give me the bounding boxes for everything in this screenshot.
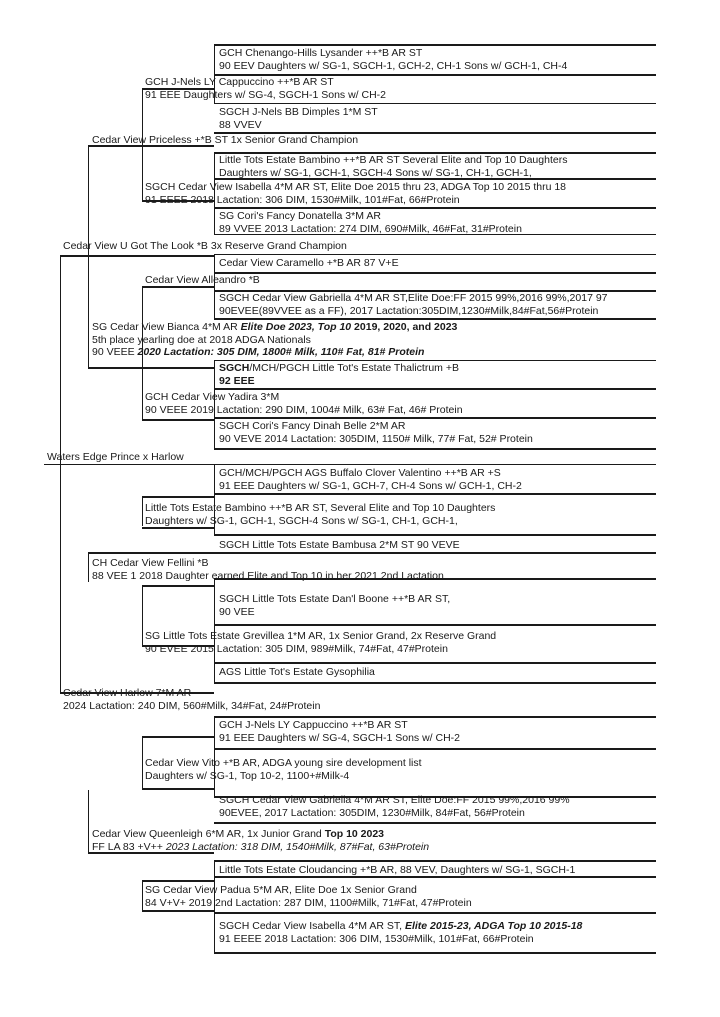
- connector-line: [88, 145, 89, 367]
- connector-line: [214, 952, 656, 954]
- connector-line: [44, 464, 214, 465]
- connector-line: [142, 736, 143, 788]
- ancestor-entry: GCH J-Nels LY Cappuccino ++*B AR ST 91 EEE Daughters w/ SG-4, SGCH-1 Sons w/ CH-2: [219, 719, 461, 744]
- ancestor-entry: Cedar View Priceless +*B ST 1x Senior Grand Champion: [92, 134, 359, 146]
- connector-line: [214, 448, 656, 450]
- connector-line: [60, 256, 61, 692]
- ancestor-entry: GCH Cedar View Yadira 3*M 90 VEEE 2019 Lactation: 290 DIM, 1004# Milk, 63# Fat, 46# Protein: [145, 391, 463, 416]
- connector-line: [214, 388, 656, 390]
- ancestor-entry: SGCH Cedar View Gabriella 4*M AR ST, Elite Doe:FF 2015 99%,2016 99% 90EVEE, 2017 Lactation: 305DIM, 1230#Milk, 84#Fat, 56#Protein: [219, 794, 570, 819]
- ancestor-entry: GCH/MCH/PGCH AGS Buffalo Clover Valentino ++*B AR +S 91 EEE Daughters w/ SG-1, GCH-7, CH-4 Sons w/ GCH-1, CH-2: [219, 467, 522, 492]
- connector-line: [214, 534, 656, 536]
- connector-line: [214, 624, 656, 626]
- ancestor-entry: Cedar View Caramello +*B AR 87 V+E: [219, 257, 399, 269]
- connector-line: [214, 662, 656, 664]
- ancestor-entry: CH Cedar View Fellini *B 88 VEE 1 2018 Daughter earned Elite and Top 10 in her 2021 2nd Lactation: [92, 557, 444, 582]
- connector-line: [214, 716, 656, 718]
- ancestor-entry: Little Tots Estate Cloudancing +*B AR, 88 VEV, Daughters w/ SG-1, SGCH-1: [219, 864, 576, 876]
- ancestor-entry: SGCH/MCH/PGCH Little Tot's Estate Thalictrum +B 92 EEE: [219, 362, 459, 387]
- connector-line: [88, 552, 214, 554]
- ancestor-entry: SGCH Cedar View Isabella 4*M AR ST, Elite 2015-23, ADGA Top 10 2015-18 91 EEEE 2018 Lactation: 306 DIM, 1530#Milk, 101#Fat, 66#Protein: [219, 920, 583, 945]
- connector-line: [214, 682, 656, 684]
- connector-line: [214, 272, 656, 274]
- ancestor-entry: GCH J-Nels LY Cappuccino ++*B AR ST 91 EEE Daughters w/ SG-4, SGCH-1 Sons w/ CH-2: [145, 76, 387, 101]
- connector-line: [214, 103, 656, 104]
- ancestor-entry: SG Cedar View Padua 5*M AR, Elite Doe 1x Senior Grand 84 V+V+ 2019 2nd Lactation: 287 DIM, 1100#Milk, 71#Fat, 47#Protein: [145, 884, 472, 909]
- connector-line: [142, 910, 214, 912]
- connector-line: [142, 736, 214, 738]
- connector-line: [88, 790, 89, 852]
- ancestor-entry: Cedar View Alleandro *B: [145, 274, 260, 286]
- connector-line: [142, 585, 214, 587]
- connector-line: [214, 552, 656, 554]
- ancestor-entry: SGCH Cori's Fancy Dinah Belle 2*M AR 90 VEVE 2014 Lactation: 305DIM, 1150# Milk, 77# Fat, 52# Protein: [219, 420, 533, 445]
- connector-line: [214, 254, 656, 255]
- connector-line: [214, 748, 656, 750]
- connector-line: [88, 552, 89, 582]
- connector-line: [214, 912, 656, 914]
- connector-line: [142, 880, 143, 910]
- connector-line: [214, 207, 656, 209]
- ancestor-entry: Cedar View Vito +*B AR, ADGA young sire development list Daughters w/ SG-1, Top 10-2, 1100+#Milk-4: [145, 757, 422, 782]
- ancestor-entry: GCH Chenango-Hills Lysander ++*B AR ST 90 EEV Daughters w/ SG-1, SGCH-1, GCH-2, CH-1 Sons w/ GCH-1, CH-4: [219, 47, 568, 72]
- ancestor-entry: SGCH J-Nels BB Dimples 1*M ST 88 VVEV: [219, 106, 378, 131]
- connector-line: [142, 419, 214, 421]
- connector-line: [60, 255, 214, 257]
- connector-line: [214, 254, 215, 320]
- connector-line: [214, 417, 656, 419]
- connector-line: [214, 822, 656, 824]
- ancestor-entry: SGCH Little Tots Estate Dan'l Boone ++*B AR ST, 90 VEE: [219, 593, 451, 618]
- connector-line: [214, 318, 656, 320]
- connector-line: [214, 493, 656, 495]
- ancestor-entry: SGCH Little Tots Estate Bambusa 2*M ST 90 VEVE: [219, 539, 460, 551]
- ancestor-entry: Little Tots Estate Bambino ++*B AR ST, Several Elite and Top 10 Daughters Daughters w/ SG-1, GCH-1, SGCH-4 Sons w/ SG-1, CH-1, GCH-1,: [145, 502, 496, 527]
- ancestor-entry: SG Cori's Fancy Donatella 3*M AR 89 VVEE 2013 Lactation: 274 DIM, 690#Milk, 46#Fat, 31#Protein: [219, 210, 522, 235]
- ancestor-entry: Cedar View Harlow 7*M AR 2024 Lactation: 240 DIM, 560#Milk, 34#Fat, 24#Protein: [63, 687, 321, 712]
- ancestor-entry: Cedar View Queenleigh 6*M AR, 1x Junior Grand Top 10 2023 FF LA 83 +V++ 2023 Lactation: 318 DIM, 1540#Milk, 87#Fat, 63#Protein: [92, 828, 430, 853]
- connector-line: [88, 367, 214, 369]
- connector-line: [142, 527, 214, 529]
- connector-line: [214, 44, 656, 46]
- connector-line: [214, 464, 656, 465]
- connector-line: [214, 716, 215, 796]
- ancestor-entry: Little Tots Estate Bambino ++*B AR ST Several Elite and Top 10 Daughters Daughters w/ SG-1, GCH-1, SGCH-4 Sons w/ SG-1, CH-1, GCH-1,: [219, 154, 568, 179]
- connector-line: [142, 788, 214, 790]
- connector-line: [142, 585, 143, 645]
- ancestor-entry: AGS Little Tot's Estate Gysophilia: [219, 666, 375, 678]
- ancestor-entry: SG Cedar View Bianca 4*M AR Elite Doe 2023, Top 10 2019, 2020, and 2023 5th place yearling doe at 2018 ADGA Nationals 90 VEEE 2020 Lactation: 305 DIM, 1800# Milk, 110# Fat, 81# Protein: [92, 321, 458, 358]
- ancestor-entry: Cedar View U Got The Look *B 3x Reserve Grand Champion: [63, 240, 347, 252]
- ancestor-entry: SGCH Cedar View Gabriella 4*M AR ST,Elite Doe:FF 2015 99%,2016 99%,2017 97 90EVEE(89VVEE as a FF), 2017 Lactation:305DIM,1230#Milk,84#Fat,56#Protein: [219, 292, 608, 317]
- connector-line: [142, 496, 214, 498]
- ancestor-entry: SG Little Tots Estate Grevillea 1*M AR, 1x Senior Grand, 2x Reserve Grand 90 EVEE 2015 Lactation: 305 DIM, 989#Milk, 74#Fat, 47#Protein: [145, 630, 497, 655]
- ancestor-entry: SGCH Cedar View Isabella 4*M AR ST, Elite Doe 2015 thru 23, ADGA Top 10 2015 thru 18 91 EEEE 2018 Lactation: 306 DIM, 1530#Milk, 101#Fat, 66#Protein: [145, 181, 567, 206]
- connector-line: [214, 360, 656, 361]
- subject-name: Waters Edge Prince x Harlow: [47, 451, 184, 463]
- connector-line: [142, 496, 143, 526]
- connector-line: [142, 880, 214, 882]
- connector-line: [214, 860, 656, 862]
